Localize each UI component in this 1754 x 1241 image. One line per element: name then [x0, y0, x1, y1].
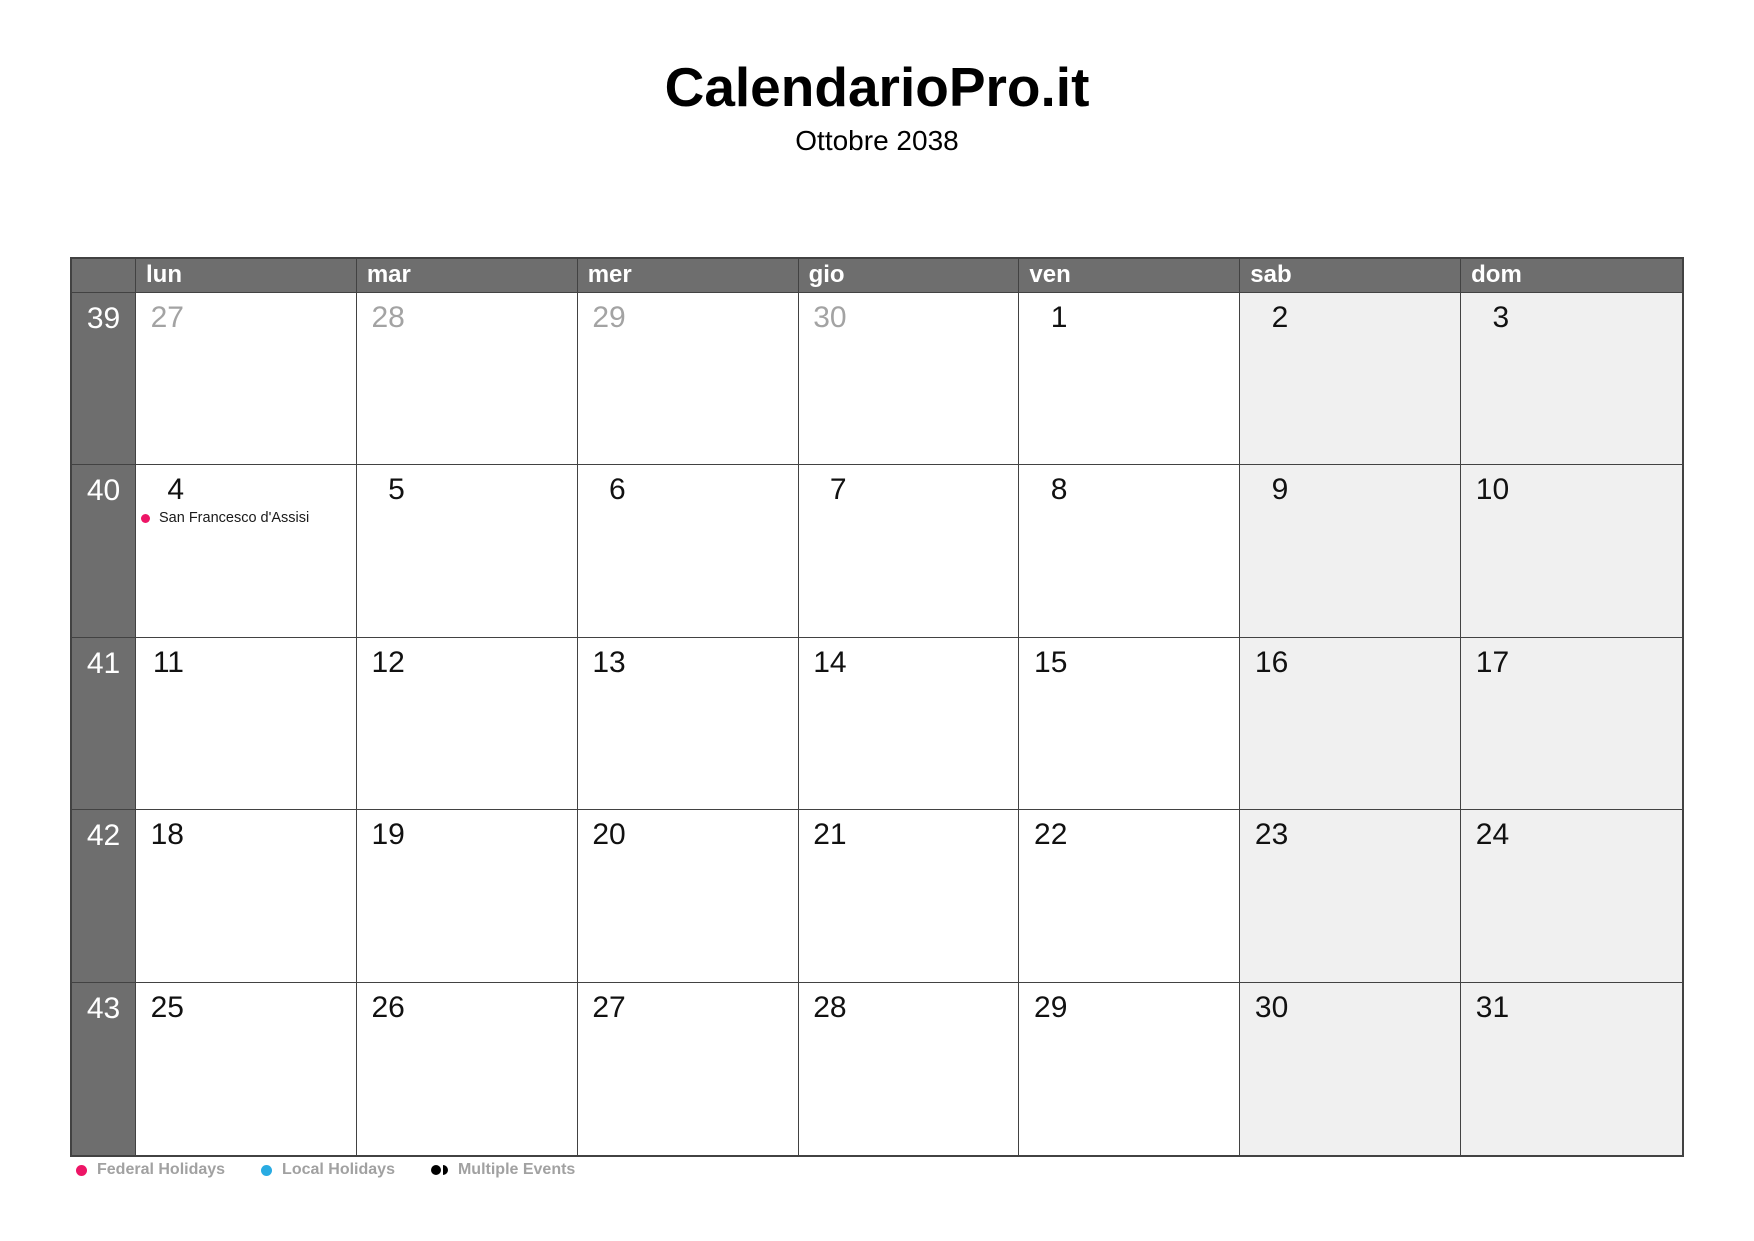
day-header-dom	[1461, 259, 1682, 293]
day-cell-26	[357, 983, 578, 1155]
day-number: 20	[592, 818, 626, 852]
day-cell-15	[1019, 638, 1240, 810]
day-cell-21	[799, 810, 1020, 982]
day-cell-22	[1019, 810, 1240, 982]
legend	[76, 1161, 611, 1179]
day-cell-28	[799, 983, 1020, 1155]
day-number: 29	[1034, 990, 1068, 1024]
day-number: 12	[371, 645, 405, 679]
day-header-sab	[1240, 259, 1461, 293]
week-number	[72, 293, 136, 465]
day-cell-13	[578, 638, 799, 810]
day-number: 19	[371, 818, 405, 852]
day-header-label: lun	[146, 261, 182, 288]
day-cell-7	[799, 465, 1020, 637]
day-header-label: ven	[1029, 261, 1071, 288]
day-cell-2	[1240, 293, 1461, 465]
week-column-header	[72, 259, 136, 293]
day-cell-4	[136, 465, 357, 637]
day-cell-18	[136, 810, 357, 982]
day-number: 24	[1475, 818, 1510, 852]
day-number: 9	[1271, 473, 1289, 507]
day-number: 11	[152, 645, 184, 679]
day-number: 14	[813, 645, 847, 679]
week-number-label: 39	[86, 302, 121, 335]
day-cell-29	[1019, 983, 1240, 1155]
multiple-events-icon	[431, 1165, 448, 1175]
day-cell-25	[136, 983, 357, 1155]
site-title: CalendarioPro.it	[664, 56, 1090, 118]
multiple-events-dot	[431, 1165, 441, 1175]
day-number: 21	[813, 818, 847, 852]
legend-item-local	[261, 1161, 395, 1179]
day-cell-6	[578, 465, 799, 637]
day-cell-20	[578, 810, 799, 982]
day-cell-30	[1240, 983, 1461, 1155]
day-number: 15	[1034, 645, 1068, 679]
day-cell-31	[1461, 983, 1682, 1155]
day-cell-23	[1240, 810, 1461, 982]
day-header-ven	[1019, 259, 1240, 293]
day-header-mar	[357, 259, 578, 293]
day-number: 8	[1050, 473, 1068, 507]
day-cell-16	[1240, 638, 1461, 810]
day-number: 27	[592, 990, 626, 1024]
legend-label: Multiple Events	[457, 1161, 576, 1178]
day-number: 5	[388, 473, 405, 507]
day-number: 29	[592, 301, 626, 334]
day-cell-24	[1461, 810, 1682, 982]
day-cell-1	[1019, 293, 1240, 465]
week-number	[72, 983, 136, 1155]
day-number: 2	[1271, 301, 1289, 334]
holiday-event	[141, 510, 356, 526]
day-cell-28	[357, 293, 578, 465]
day-number: 16	[1254, 645, 1289, 679]
day-cell-29	[578, 293, 799, 465]
day-number: 13	[592, 645, 626, 679]
day-number: 23	[1254, 818, 1289, 852]
day-number: 7	[829, 473, 847, 507]
day-cell-17	[1461, 638, 1682, 810]
calendar-grid	[70, 257, 1684, 1157]
day-number: 28	[371, 301, 405, 334]
multiple-events-crescent	[443, 1165, 448, 1175]
day-number: 6	[609, 473, 626, 507]
page-header	[0, 57, 1754, 157]
week-number-label: 43	[86, 991, 121, 1025]
day-cell-19	[357, 810, 578, 982]
day-header-mer	[578, 259, 799, 293]
day-cell-30	[799, 293, 1020, 465]
week-number	[72, 810, 136, 982]
day-cell-5	[357, 465, 578, 637]
federal-holiday-dot	[141, 514, 150, 523]
day-header-label: gio	[808, 261, 845, 288]
legend-label: Local Holidays	[282, 1161, 395, 1178]
week-number	[72, 465, 136, 637]
day-number: 31	[1475, 990, 1510, 1024]
legend-label: Federal Holidays	[97, 1161, 226, 1178]
day-header-label: mer	[587, 261, 632, 288]
day-header-gio	[799, 259, 1020, 293]
legend-item-multiple	[431, 1161, 575, 1179]
month-subtitle: Ottobre 2038	[795, 124, 959, 156]
day-number: 30	[1254, 990, 1289, 1024]
day-header-lun	[136, 259, 357, 293]
day-number: 17	[1475, 645, 1510, 679]
legend-item-federal	[76, 1161, 225, 1179]
day-header-label: sab	[1250, 261, 1292, 288]
day-header-label: dom	[1471, 261, 1522, 288]
day-number: 3	[1492, 301, 1510, 334]
day-number: 1	[1050, 301, 1068, 334]
week-number	[72, 638, 136, 810]
federal-holidays-dot	[76, 1165, 87, 1176]
day-number: 26	[371, 990, 405, 1024]
holiday-label: San Francesco d'Assisi	[159, 510, 310, 527]
week-number-label: 40	[86, 474, 121, 508]
day-number: 10	[1475, 473, 1510, 507]
week-number-label: 42	[86, 819, 121, 853]
day-cell-14	[799, 638, 1020, 810]
day-number: 18	[150, 818, 184, 852]
day-number: 22	[1034, 818, 1068, 852]
week-number-label: 41	[86, 646, 121, 680]
day-number: 30	[813, 301, 847, 334]
day-cell-3	[1461, 293, 1682, 465]
day-number: 28	[813, 990, 847, 1024]
day-cell-12	[357, 638, 578, 810]
day-number: 27	[150, 301, 184, 334]
day-cell-9	[1240, 465, 1461, 637]
day-cell-10	[1461, 465, 1682, 637]
day-cell-11	[136, 638, 357, 810]
day-cell-8	[1019, 465, 1240, 637]
day-number: 4	[167, 473, 184, 507]
day-cell-27	[578, 983, 799, 1155]
day-cell-27	[136, 293, 357, 465]
day-header-label: mar	[366, 261, 411, 288]
local-holidays-dot	[261, 1165, 272, 1176]
day-number: 25	[150, 990, 184, 1024]
